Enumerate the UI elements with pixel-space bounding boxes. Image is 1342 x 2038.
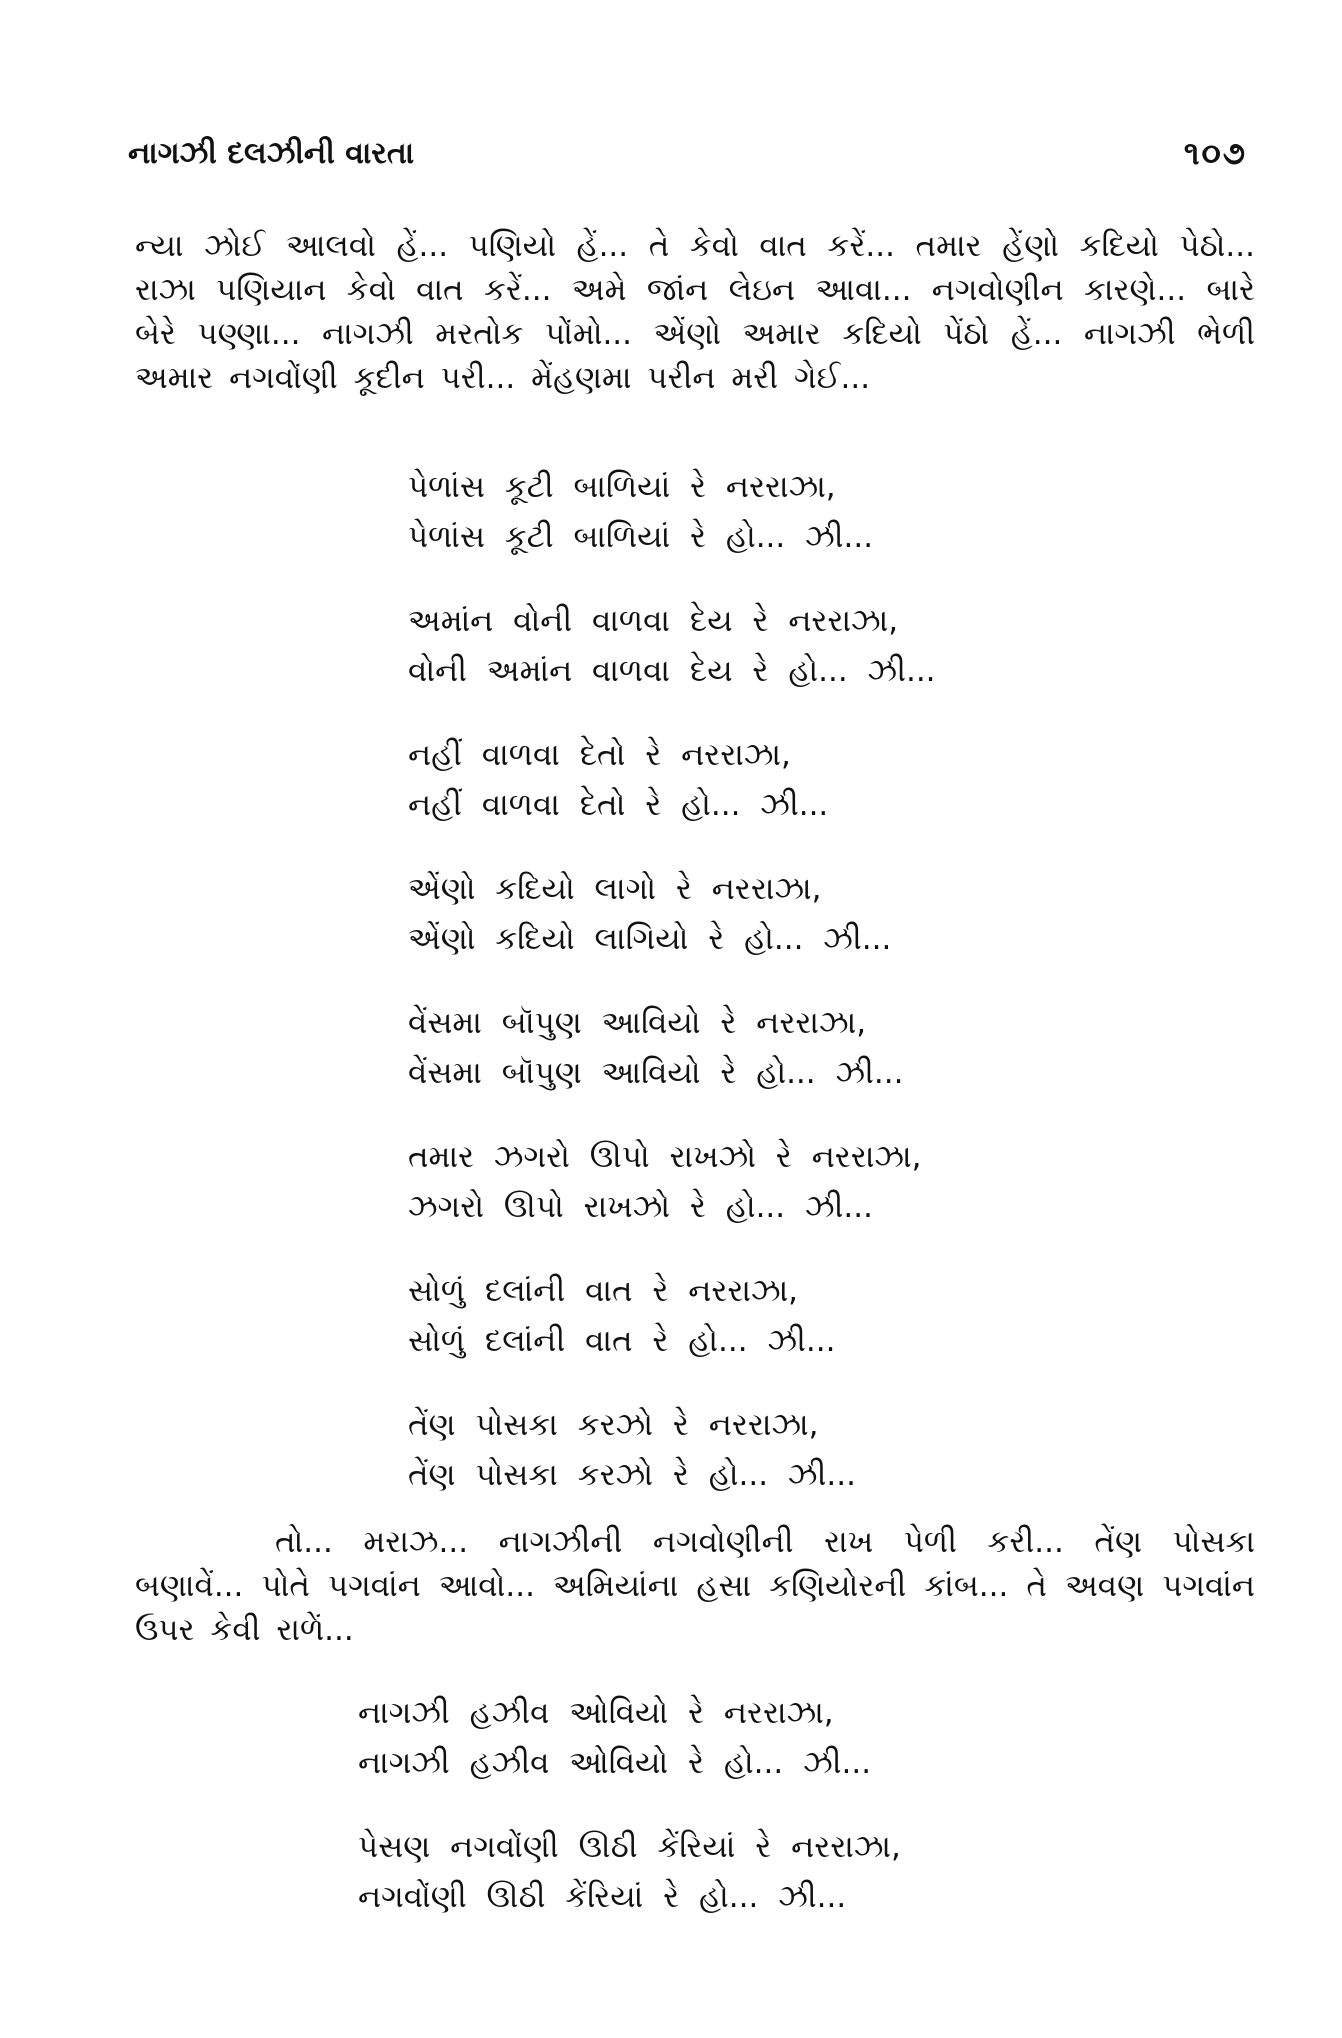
stanza	[0, 1266, 1342, 1366]
verse-line: પેળાંસ કૂટી બાળિયાં રે નરરાઝા,	[408, 469, 836, 505]
stanza	[0, 1822, 1342, 1922]
stanza	[0, 1400, 1342, 1500]
stanza	[0, 1132, 1342, 1232]
verse-line: નહીં વાળવા દેતો રે નરરાઝા,	[408, 737, 791, 773]
verse-line-refrain: ઝગરો ઊપો રાખઝો રે હો... ઝી...	[408, 1189, 873, 1225]
verse-line: પેસણ નગવોંણી ઊઠી કેંરિયાં રે નરરાઝા,	[358, 1829, 901, 1865]
stanza	[0, 1688, 1342, 1788]
page-number: ૧૦૭	[1183, 133, 1247, 172]
verse-line: વેંસમા બૉપુણ આવિયો રે નરરાઝા,	[408, 1005, 867, 1041]
running-header	[128, 128, 1247, 178]
running-title: નાગઝી દલઝીની વારતા	[128, 135, 415, 171]
prose-paragraph-1: ન્યા ઝોઈ આલવો હેં... પણિયો હેં... તે કેવો વાત કરેં... તમાર હેંણો કદિયો પેઠો... રાઝા પણિયાન કેવો વાત કરેં... અમે જાંન લેઇન આવા... નગવોણીન કારણે... બારે બેરે પણ્ણા... નાગઝી મરતોક પોંમો... એંણો અમાર કદિયો પેંઠો હેં... નાગઝી ભેળી અમાર નગવોંણી કૂદીન પરી... મેંહણમા પરીન મરી ગેઈ...	[135, 228, 1255, 396]
verse-line: અમાંન વોની વાળવા દેય રે નરરાઝા,	[408, 603, 899, 639]
verse-line: તેંણ પોસકા કરઝો રે નરરાઝા,	[408, 1407, 819, 1443]
verse-line-refrain: વોની અમાંન વાળવા દેય રે હો... ઝી...	[408, 653, 936, 689]
verse-line: નાગઝી હઝીવ ઓવિયો રે નરરાઝા,	[358, 1695, 834, 1731]
stanza	[0, 864, 1342, 964]
verse-line-refrain: એંણો કદિયો લાગિયો રે હો... ઝી...	[408, 921, 892, 957]
stanza	[0, 730, 1342, 830]
prose-paragraph-2: તો... મરાઝ... નાગઝીની નગવોણીની રાખ પેળી કરી... તેંણ પોસકા બણાવેં... પોતે પગવાંન આવો... અમિયાંના હસા કણિયોરની કાંબ... તે અવણ પગવાંન ઉપર કેવી રાળેં...	[135, 1524, 1255, 1648]
verse-line-refrain: પેળાંસ કૂટી બાળિયાં રે હો... ઝી...	[408, 519, 874, 555]
stanza	[0, 596, 1342, 696]
verse-line: તમાર ઝગરો ઊપો રાખઝો રે નરરાઝા,	[408, 1139, 922, 1175]
verse-line-refrain: નગવોંણી ઊઠી કેંરિયાં રે હો... ઝી...	[358, 1879, 847, 1915]
verse-group-2	[0, 1688, 1342, 1956]
verse-line-refrain: સોળું દલાંની વાત રે હો... ઝી...	[408, 1323, 836, 1359]
stanza	[0, 462, 1342, 562]
verse-line-refrain: તેંણ પોસકા કરઝો રે હો... ઝી...	[408, 1457, 856, 1493]
stanza	[0, 998, 1342, 1098]
verse-group-1	[0, 462, 1342, 1534]
verse-line: એંણો કદિયો લાગો રે નરરાઝા,	[408, 871, 822, 907]
verse-line-refrain: નાગઝી હઝીવ ઓવિયો રે હો... ઝી...	[358, 1745, 872, 1781]
verse-line-refrain: નહીં વાળવા દેતો રે હો... ઝી...	[408, 787, 829, 823]
verse-line: સોળું દલાંની વાત રે નરરાઝા,	[408, 1273, 799, 1309]
verse-line-refrain: વેંસમા બૉપુણ આવિયો રે હો... ઝી...	[408, 1055, 904, 1091]
